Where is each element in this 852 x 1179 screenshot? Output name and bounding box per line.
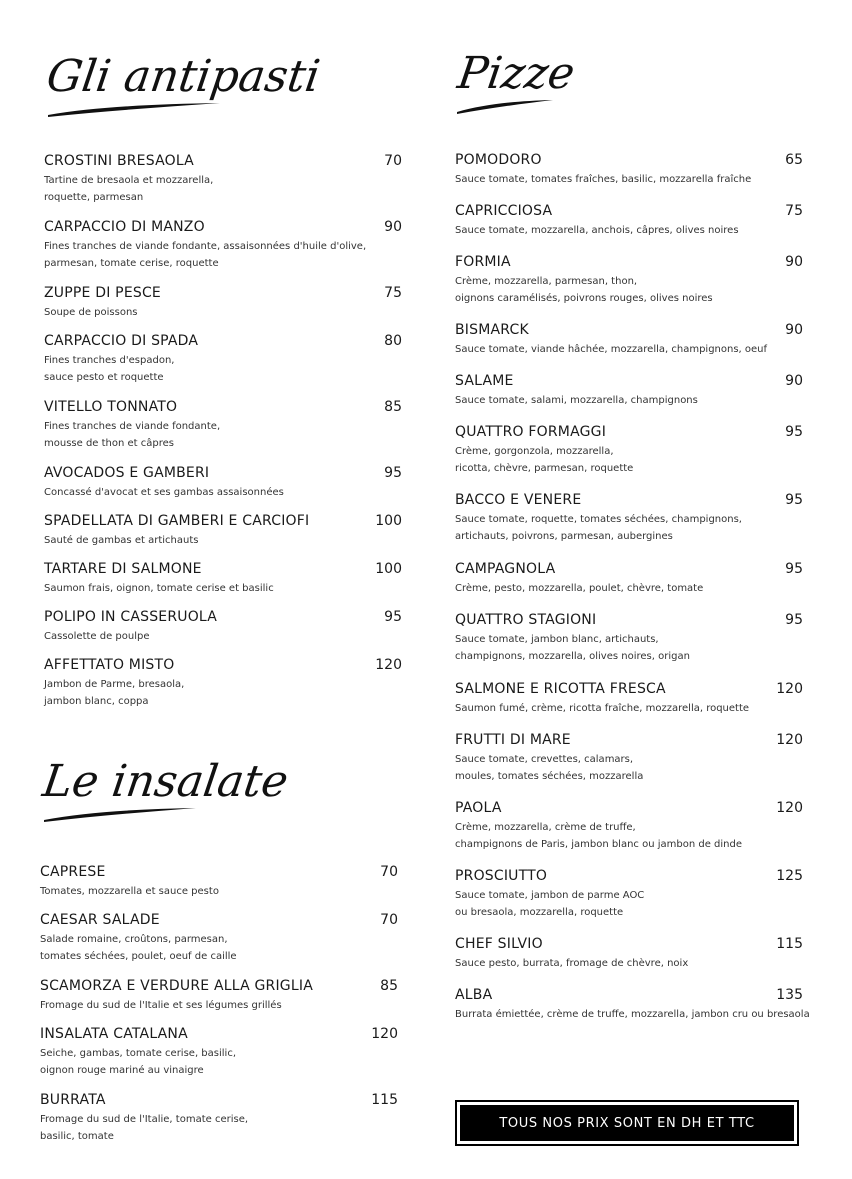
menu-item-price: 70: [380, 912, 398, 928]
menu-item-description-line: basilic, tomate: [40, 1131, 114, 1142]
menu-item-description-line: champignons de Paris, jambon blanc ou jambon de dinde: [455, 839, 743, 850]
menu-item-name: POLIPO IN CASSERUOLA: [44, 609, 218, 625]
menu-item-description: [44, 172, 402, 206]
menu-item-description-line: mousse de thon et câpres: [44, 438, 174, 449]
menu-item-price: 100: [375, 561, 402, 577]
menu-item-price: 120: [371, 1026, 398, 1042]
menu-item: [455, 681, 803, 717]
menu-item-name: PAOLA: [455, 800, 502, 816]
menu-item-name: AFFETTATO MISTO: [44, 657, 175, 673]
menu-item-description: [455, 580, 803, 597]
menu-item: [44, 399, 402, 452]
menu-item-name: INSALATA CATALANA: [40, 1026, 188, 1042]
price-notice-text: TOUS NOS PRIX SONT EN DH ET TTC: [460, 1105, 794, 1141]
pizze-heading: Pizze: [454, 48, 578, 99]
menu-item-description-line: Jambon de Parme, bresaola,: [44, 679, 185, 690]
menu-item-description-line: Sauce pesto, burrata, fromage de chèvre, noix: [455, 958, 689, 969]
menu-item: [455, 373, 803, 409]
menu-item-description-line: Salade romaine, croûtons, parmesan,: [40, 934, 228, 945]
menu-item-price: 95: [785, 561, 803, 577]
menu-item-description: [455, 341, 803, 358]
menu-item-price: 95: [384, 465, 402, 481]
menu-item-name: SCAMORZA E VERDURE ALLA GRIGLIA: [40, 978, 313, 994]
menu-item-price: 125: [776, 868, 803, 884]
menu-item-description-line: jambon blanc, coppa: [44, 696, 149, 707]
menu-item: [44, 153, 402, 206]
menu-item-description: [44, 676, 402, 710]
menu-item-description: [44, 484, 402, 501]
menu-item-name: TARTARE DI SALMONE: [44, 561, 202, 577]
menu-item-name: CAPRICCIOSA: [455, 203, 553, 219]
menu-item-description-line: Cassolette de poulpe: [44, 631, 150, 642]
menu-item: [44, 561, 402, 597]
menu-item-description-line: Sauce tomate, viande hâchée, mozzarella, champignons, oeuf: [455, 344, 768, 355]
menu-item: [455, 254, 803, 307]
menu-item-description: [455, 443, 803, 477]
menu-item-description-line: Soupe de poissons: [44, 307, 138, 318]
menu-item-price: 100: [375, 513, 402, 529]
menu-item-description-line: Sauce tomate, roquette, tomates séchées, champignons,: [455, 514, 742, 525]
menu-item-description-line: Sauce tomate, jambon de parme AOC: [455, 890, 645, 901]
menu-item: [455, 492, 803, 545]
menu-item-description: [455, 700, 803, 717]
menu-item-price: 115: [776, 936, 803, 952]
menu-item-description: [455, 273, 803, 307]
menu-item: [44, 219, 402, 272]
menu-item: [455, 987, 810, 1023]
menu-item-name: BURRATA: [40, 1092, 106, 1108]
menu-item-price: 90: [785, 322, 803, 338]
menu-item: [40, 1026, 398, 1079]
menu-item-description-line: sauce pesto et roquette: [44, 372, 164, 383]
menu-item-description-line: Crème, mozzarella, parmesan, thon,: [455, 276, 638, 287]
menu-item-description-line: Tartine de bresaola et mozzarella,: [44, 175, 214, 186]
menu-item-price: 120: [776, 732, 803, 748]
menu-item: [455, 152, 803, 188]
menu-item-description-line: Fines tranches d'espadon,: [44, 355, 175, 366]
menu-item: [455, 561, 803, 597]
antipasti-section: [43, 51, 402, 707]
menu-item: [40, 1092, 398, 1145]
menu-item-description: [455, 631, 803, 665]
menu-item-name: ALBA: [455, 987, 493, 1003]
menu-item-description: [40, 883, 398, 900]
menu-item-description-line: Saumon frais, oignon, tomate cerise et basilic: [44, 583, 274, 594]
menu-item-price: 135: [776, 987, 803, 1003]
menu-item-name: ZUPPE DI PESCE: [44, 285, 161, 301]
menu-item-description: [40, 1045, 398, 1079]
menu-item: [44, 333, 402, 386]
menu-item-name: CAMPAGNOLA: [455, 561, 556, 577]
menu-item-description: [40, 997, 398, 1014]
menu-item-description-line: Fines tranches de viande fondante,: [44, 421, 221, 432]
menu-item-description-line: Sauté de gambas et artichauts: [44, 535, 199, 546]
menu-item-price: 95: [785, 492, 803, 508]
menu-item-description-line: moules, tomates séchées, mozzarella: [455, 771, 644, 782]
menu-item-description: [455, 819, 803, 853]
menu-item-description: [44, 304, 402, 321]
menu-item-name: CROSTINI BRESAOLA: [44, 153, 194, 169]
menu-item-description-line: Crème, gorgonzola, mozzarella,: [455, 446, 614, 457]
menu-item-name: CARPACCIO DI SPADA: [44, 333, 199, 349]
menu-item-price: 85: [384, 399, 402, 415]
menu-item-description-line: champignons, mozzarella, olives noires, origan: [455, 651, 690, 662]
menu-item-description-line: Fromage du sud de l'Italie, tomate cerise,: [40, 1114, 249, 1125]
menu-item-name: PROSCIUTTO: [455, 868, 548, 884]
menu-item-name: POMODORO: [455, 152, 542, 168]
menu-item-price: 65: [785, 152, 803, 168]
antipasti-heading: Gli antipasti: [43, 51, 324, 102]
insalate-heading: Le insalate: [39, 756, 292, 807]
menu-item-description-line: parmesan, tomate cerise, roquette: [44, 258, 219, 269]
menu-item-description-line: Tomates, mozzarella et sauce pesto: [40, 886, 219, 897]
menu-item: [455, 936, 803, 972]
menu-item: [44, 513, 402, 549]
menu-item-description-line: Concassé d'avocat et ses gambas assaisonnées: [44, 487, 284, 498]
menu-item-name: QUATTRO FORMAGGI: [455, 424, 607, 440]
menu-item-price: 120: [776, 681, 803, 697]
menu-item-description: [44, 628, 402, 645]
pizze-section: [454, 48, 810, 1020]
menu-item-price: 90: [785, 254, 803, 270]
menu-item-description-line: oignons caramélisés, poivrons rouges, olives noires: [455, 293, 713, 304]
menu-item-description: [44, 418, 402, 452]
menu-item-name: CHEF SILVIO: [455, 936, 543, 952]
menu-item-name: SALMONE E RICOTTA FRESCA: [455, 681, 666, 697]
menu-item: [44, 609, 402, 645]
menu-item: [455, 322, 803, 358]
menu-item-price: 90: [384, 219, 402, 235]
menu-item-description: [455, 1006, 810, 1023]
menu-item-description: [455, 887, 803, 921]
menu-item-name: FORMIA: [455, 254, 511, 270]
menu-item-price: 120: [776, 800, 803, 816]
menu-item-price: 95: [785, 424, 803, 440]
menu-item-description: [455, 751, 803, 785]
menu-item-name: QUATTRO STAGIONI: [455, 612, 597, 628]
menu-item-price: 85: [380, 978, 398, 994]
menu-item-description: [44, 580, 402, 597]
menu-item-price: 115: [371, 1092, 398, 1108]
menu-item: [455, 203, 803, 239]
menu-item-name: BISMARCK: [455, 322, 529, 338]
menu-item-description: [455, 392, 803, 409]
menu-item-name: VITELLO TONNATO: [44, 399, 178, 415]
menu-item-price: 80: [384, 333, 402, 349]
menu-item-description-line: Fromage du sud de l'Italie et ses légumes grillés: [40, 1000, 282, 1011]
insalate-section: [39, 756, 398, 1142]
menu-item: [44, 657, 402, 710]
menu-item-description-line: Sauce tomate, jambon blanc, artichauts,: [455, 634, 659, 645]
menu-item-description: [455, 171, 803, 188]
menu-item-description-line: ricotta, chèvre, parmesan, roquette: [455, 463, 634, 474]
menu-item-price: 75: [384, 285, 402, 301]
menu-item: [44, 285, 402, 321]
menu-item: [455, 868, 803, 921]
menu-item-name: SALAME: [455, 373, 514, 389]
menu-item-price: 70: [380, 864, 398, 880]
menu-item-description-line: Crème, mozzarella, crème de truffe,: [455, 822, 636, 833]
menu-item-name: BACCO E VENERE: [455, 492, 582, 508]
menu-item: [40, 912, 398, 965]
antipasti-flourish-icon: [44, 101, 224, 119]
menu-item-description-line: Burrata émiettée, crème de truffe, mozzarella, jambon cru ou bresaola: [455, 1009, 810, 1020]
menu-item-description-line: Sauce tomate, tomates fraîches, basilic, mozzarella fraîche: [455, 174, 752, 185]
menu-item-description-line: Sauce tomate, mozzarella, anchois, câpres, olives noires: [455, 225, 739, 236]
menu-item-description-line: Saumon fumé, crème, ricotta fraîche, mozzarella, roquette: [455, 703, 750, 714]
menu-item-description-line: ou bresaola, mozzarella, roquette: [455, 907, 624, 918]
insalate-flourish-icon: [40, 806, 200, 824]
menu-item: [455, 424, 803, 477]
menu-item-description: [40, 931, 398, 965]
menu-item: [40, 864, 398, 900]
menu-item-description-line: Crème, pesto, mozzarella, poulet, chèvre, tomate: [455, 583, 704, 594]
menu-item-description-line: artichauts, poivrons, parmesan, aubergines: [455, 531, 673, 542]
pizze-flourish-icon: [455, 98, 555, 116]
menu-item-description: [44, 532, 402, 549]
menu-item-name: FRUTTI DI MARE: [455, 732, 571, 748]
menu-item-description-line: Fines tranches de viande fondante, assaisonnées d'huile d'olive,: [44, 241, 367, 252]
menu-item-description: [455, 511, 803, 545]
menu-item-description-line: oignon rouge mariné au vinaigre: [40, 1065, 204, 1076]
menu-item-price: 70: [384, 153, 402, 169]
menu-item-description-line: tomates séchées, poulet, oeuf de caille: [40, 951, 237, 962]
menu-item-description-line: Seiche, gambas, tomate cerise, basilic,: [40, 1048, 237, 1059]
menu-item-description: [455, 955, 803, 972]
menu-item-name: AVOCADOS E GAMBERI: [44, 465, 210, 481]
menu-item-name: CARPACCIO DI MANZO: [44, 219, 205, 235]
menu-item-price: 120: [375, 657, 402, 673]
price-notice-box: [455, 1100, 799, 1146]
menu-item-description: [40, 1111, 398, 1145]
menu-item: [455, 612, 803, 665]
menu-item-name: CAESAR SALADE: [40, 912, 160, 928]
menu-item-name: CAPRESE: [40, 864, 106, 880]
menu-item: [40, 978, 398, 1014]
menu-item-description: [455, 222, 803, 239]
menu-item-description-line: Sauce tomate, crevettes, calamars,: [455, 754, 634, 765]
menu-item-price: 95: [785, 612, 803, 628]
menu-item-description-line: Sauce tomate, salami, mozzarella, champignons: [455, 395, 698, 406]
menu-item: [455, 800, 803, 853]
menu-item: [44, 465, 402, 501]
menu-item: [455, 732, 803, 785]
menu-item-description: [44, 352, 402, 386]
menu-item-description: [44, 238, 402, 272]
menu-item-description-line: roquette, parmesan: [44, 192, 144, 203]
menu-item-price: 90: [785, 373, 803, 389]
menu-item-price: 75: [785, 203, 803, 219]
menu-item-name: SPADELLATA DI GAMBERI E CARCIOFI: [44, 513, 310, 529]
menu-item-price: 95: [384, 609, 402, 625]
